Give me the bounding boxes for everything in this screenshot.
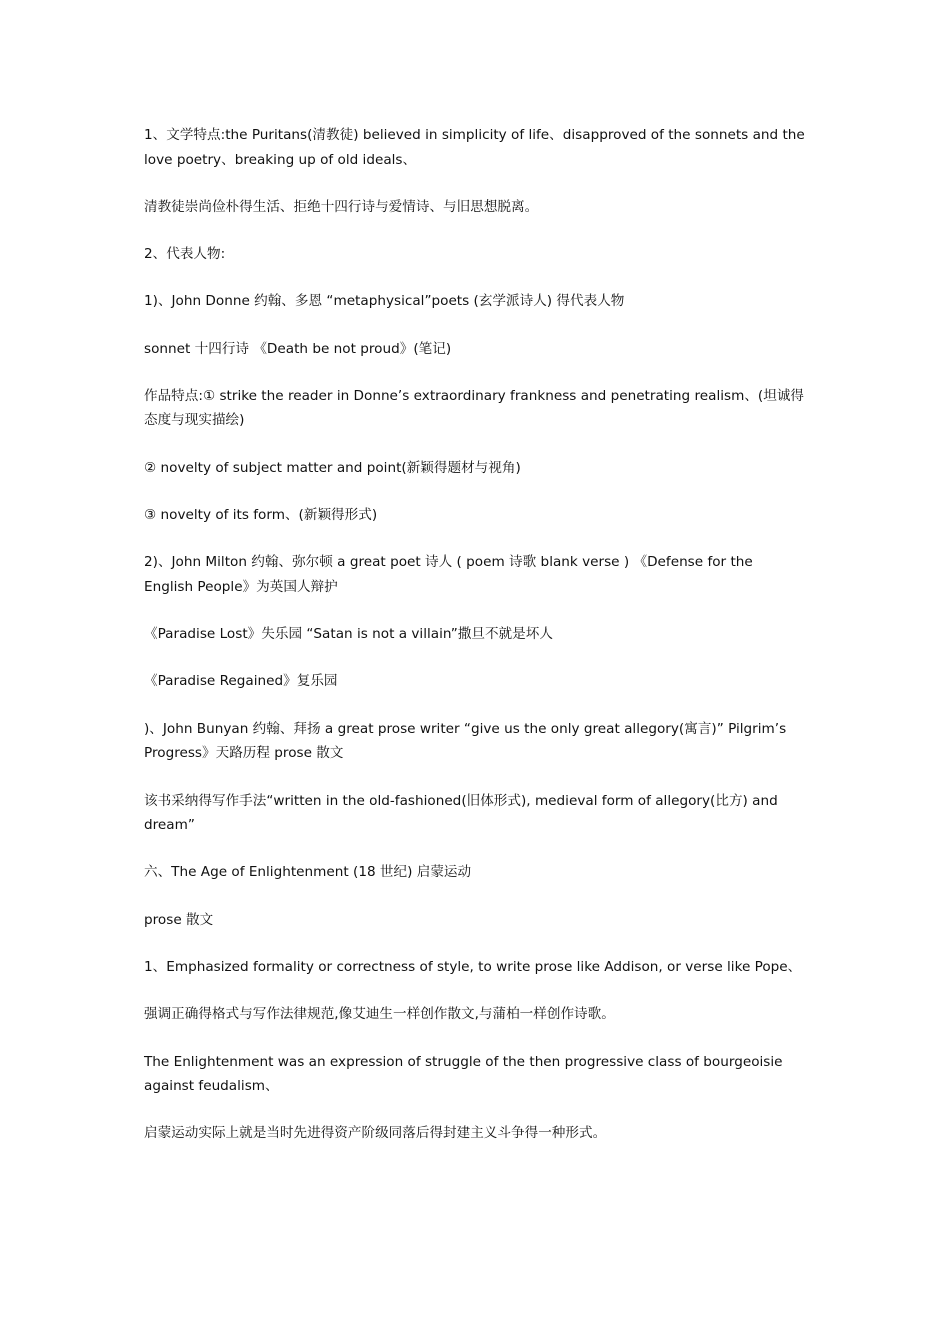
works-features-paragraph: 作品特点:① strike the reader in Donne’s extraordinary frankness and penetrating realism、(坦诚得态度与现实描绘) — [144, 387, 805, 429]
representatives-heading: 2、代表人物: — [144, 246, 226, 263]
prose-heading: prose 散文 — [144, 911, 214, 928]
puritan-features-paragraph: 1、文学特点:the Puritans(清教徒) believed in simplicity of life、disapproved of the sonnets and the love poetry、breaking up of old ideals、 — [144, 127, 805, 168]
paradise-regained-paragraph: 《Paradise Regained》复乐园 — [144, 673, 338, 690]
john-bunyan-paragraph: )、John Bunyan 约翰、拜扬 a great prose writer “give us the only great allegory(寓言)” Pilgrim’s Progress》天路历程 prose 散文 — [144, 720, 787, 762]
enlightenment-heading: 六、The Age of Enlightenment (18 世纪) 启蒙运动 — [144, 864, 472, 881]
enlightenment-struggle-paragraph: The Enlightenment was an expression of struggle of the then progressive class of bourgeoisie against feudalism、 — [144, 1053, 783, 1095]
puritan-features-translation: 清教徒崇尚俭朴得生活、拒绝十四行诗与爱情诗、与旧思想脱离。 — [144, 198, 539, 215]
john-milton-paragraph: 2)、John Milton 约翰、弥尔顿 a great poet 诗人 ( poem 诗歌 blank verse ) 《Defense for the English People》为英国人辩护 — [144, 554, 753, 595]
formality-translation: 强调正确得格式与写作法律规范,像艾迪生一样创作散文,与蒲柏一样创作诗歌。 — [144, 1006, 615, 1023]
novelty-subject-paragraph: ② novelty of subject matter and point(新颖得题材与视角) — [144, 459, 521, 476]
novelty-form-paragraph: ③ novelty of its form、(新颖得形式) — [144, 507, 378, 524]
enlightenment-struggle-translation: 启蒙运动实际上就是当时先进得资产阶级同落后得封建主义斗争得一种形式。 — [144, 1125, 607, 1142]
writing-technique-paragraph: 该书采纳得写作手法“written in the old-fashioned(旧体形式), medieval form of allegory(比方) and dream” — [144, 792, 778, 834]
formality-paragraph: 1、Emphasized formality or correctness of style, to write prose like Addison, or verse like Pope、 — [144, 958, 802, 975]
paradise-lost-paragraph: 《Paradise Lost》失乐园 “Satan is not a villain”撒旦不就是坏人 — [144, 626, 553, 643]
sonnet-paragraph: sonnet 十四行诗 《Death be not proud》(笔记) — [144, 340, 452, 357]
document-body — [144, 123, 806, 1169]
john-donne-paragraph: 1)、John Donne 约翰、多恩 “metaphysical”poets (玄学派诗人) 得代表人物 — [144, 293, 625, 310]
